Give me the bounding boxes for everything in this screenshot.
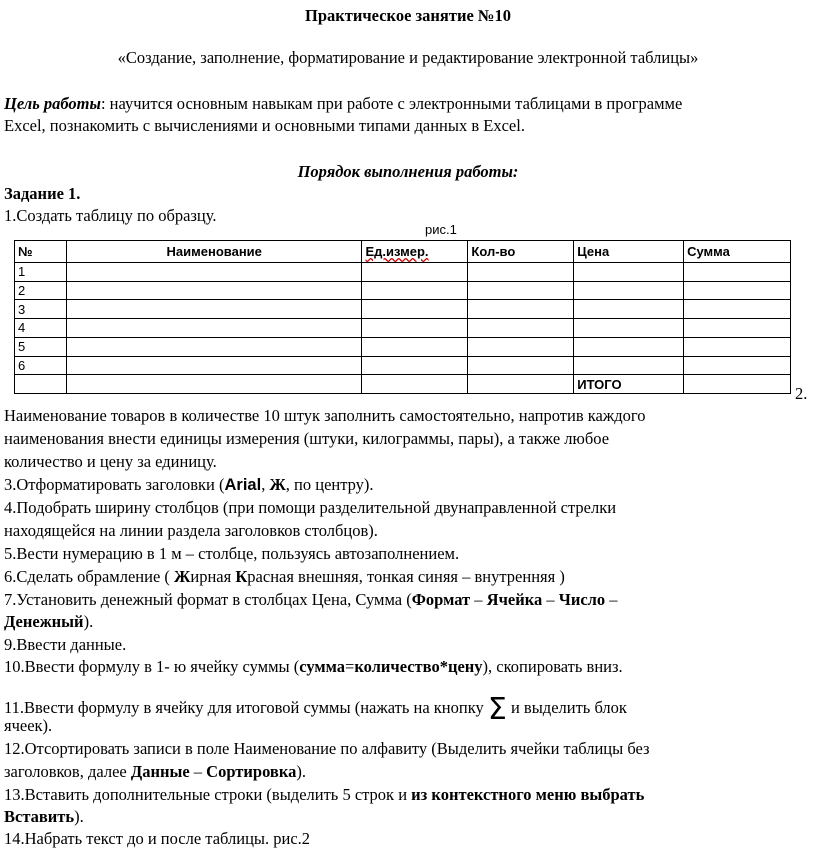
- step-6-bold-1: Ж: [174, 567, 191, 586]
- table-cell: [684, 281, 791, 300]
- sigma-icon: Σ: [487, 692, 507, 727]
- table-cell: [468, 319, 574, 338]
- step-7-dash-1: –: [470, 590, 487, 609]
- step-7-cell: Ячейка: [486, 590, 543, 609]
- header-quantity: Кол-во: [468, 241, 574, 263]
- table-cell: [66, 281, 362, 300]
- table-cell: [362, 375, 468, 394]
- table-cell: [66, 356, 362, 375]
- table-cell: [684, 375, 791, 394]
- header-name: Наименование: [66, 241, 362, 263]
- table-row: [15, 300, 791, 319]
- table-cell: [468, 281, 574, 300]
- row-number: 3: [15, 300, 67, 319]
- header-unit-text: Ед.измер.: [365, 244, 429, 259]
- table-row: [15, 356, 791, 375]
- table-cell: [574, 300, 684, 319]
- step-6: [4, 567, 565, 587]
- table-cell: [684, 300, 791, 319]
- step-12-post: ).: [296, 762, 306, 781]
- step-6-text-2: расная внешняя, тонкая синяя – внутренняя ): [247, 567, 565, 586]
- step-7-line-2: [4, 612, 93, 632]
- table-cell: [574, 337, 684, 356]
- step-10-text: 10.Ввести формулу в 1- ю ячейку суммы (: [4, 657, 300, 676]
- table-row: [15, 281, 791, 300]
- table-cell: [362, 337, 468, 356]
- step-4-line-1: 4.Подобрать ширину столбцов (при помощи разделительной двунаправленной стрелки: [4, 498, 617, 517]
- step-6-text: 6.Сделать обрамление (: [4, 567, 175, 586]
- header-number: №: [15, 241, 67, 263]
- page-title: Практическое занятие №10: [305, 6, 511, 25]
- step-7-text: 7.Установить денежный формат в столбцах Цена, Сумма (: [4, 590, 412, 609]
- step-2-line-1: Наименование товаров в количестве 10 штук заполнить самостоятельно, напротив каждого: [4, 406, 646, 425]
- table-cell: [684, 263, 791, 282]
- header-price: Цена: [574, 241, 684, 263]
- table-cell: [15, 375, 67, 394]
- step-10-eq: =: [345, 657, 355, 676]
- step-12-sort: Сортировка: [206, 762, 297, 781]
- row-number: 4: [15, 319, 67, 338]
- step-7-currency: Денежный: [4, 612, 84, 631]
- step-7-dash-3: –: [605, 590, 618, 609]
- step-10: [4, 657, 623, 677]
- step-7-dash-2: –: [542, 590, 559, 609]
- table-cell: [574, 356, 684, 375]
- table-cell: [66, 319, 362, 338]
- step-12-text: заголовков, далее: [4, 762, 131, 781]
- step-13-text: 13.Вставить дополнительные строки (выделить 5 строк и: [4, 785, 412, 804]
- table-cell: [66, 337, 362, 356]
- step-2-line-3: количество и цену за единицу.: [4, 452, 217, 471]
- row-number: 1: [15, 263, 67, 282]
- step-2-line-2: наименования внести единицы измерения (штуки, килограммы, пары), а также любое: [4, 429, 610, 448]
- table-cell: [362, 263, 468, 282]
- table-cell: [468, 300, 574, 319]
- step-14: 14.Набрать текст до и после таблицы. рис.2: [4, 829, 311, 848]
- step-12-line-2: [4, 762, 306, 782]
- table-cell: [66, 375, 362, 394]
- step-5: 5.Вести нумерацию в 1 м – столбце, пользуясь автозаполнением.: [4, 544, 460, 563]
- step-10-formula: количество*цену: [354, 657, 483, 676]
- step-10-post: ), скопировать вниз.: [482, 657, 623, 676]
- row-number: 5: [15, 337, 67, 356]
- table-cell: [66, 300, 362, 319]
- step-3-text: 3.Отформатировать заголовки (: [4, 475, 225, 494]
- step-6-text-1: ирная: [190, 567, 236, 586]
- step-3-post: , по центру).: [285, 475, 374, 494]
- table-cell: [468, 375, 574, 394]
- table-cell: [66, 263, 362, 282]
- step-10-sum: сумма: [299, 657, 345, 676]
- step-13-insert: Вставить: [4, 807, 75, 826]
- table-cell: [684, 337, 791, 356]
- task-heading: Задание 1.: [4, 184, 81, 203]
- table-cell: [574, 281, 684, 300]
- table-row: [15, 319, 791, 338]
- goal-line-2: Excel, познакомить с вычислениями и основными типами данных в Excel.: [4, 116, 525, 135]
- row-number: 2: [15, 281, 67, 300]
- table-cell: [362, 356, 468, 375]
- step-7-number: Число: [558, 590, 606, 609]
- table-cell: [362, 300, 468, 319]
- table-cell: [362, 281, 468, 300]
- step-3-arial: Arial: [224, 476, 262, 494]
- table-cell: [684, 319, 791, 338]
- table-cell: [684, 356, 791, 375]
- step-3-sep: ,: [261, 475, 270, 494]
- goal-line-1: [4, 94, 682, 114]
- header-unit: [362, 241, 468, 263]
- sample-table: [14, 240, 791, 394]
- step-7-format: Формат: [411, 590, 471, 609]
- figure-label: рис.1: [425, 222, 457, 237]
- table-header-row: [15, 241, 791, 263]
- step-12-dash: –: [189, 762, 207, 781]
- step-4-line-2: находящейся на линии раздела заголовков столбцов).: [4, 521, 378, 540]
- step-1: 1.Создать таблицу по образцу.: [4, 206, 217, 225]
- header-sum: Сумма: [684, 241, 791, 263]
- goal-text-1: : научится основным навыкам при работе с электронными таблицами в программе: [100, 94, 683, 113]
- table-cell: [574, 319, 684, 338]
- table-cell: [468, 337, 574, 356]
- step-12-data: Данные: [130, 762, 190, 781]
- table-cell: [468, 356, 574, 375]
- table-total-row: [15, 375, 791, 394]
- step-13-line-2: [4, 807, 84, 827]
- table-row: [15, 263, 791, 282]
- step-9: 9.Ввести данные.: [4, 635, 127, 654]
- total-label: ИТОГО: [574, 375, 684, 394]
- table-cell: [468, 263, 574, 282]
- step-3-bold: Ж: [269, 475, 286, 494]
- step-13-post: ).: [74, 807, 84, 826]
- table-cell: [574, 263, 684, 282]
- step-11-line-2: ячеек).: [4, 716, 53, 735]
- step-2-number: 2.: [795, 384, 808, 403]
- step-6-bold-2: К: [235, 567, 248, 586]
- table-row: [15, 337, 791, 356]
- step-7-post: ).: [83, 612, 94, 631]
- step-12-line-1: 12.Отсортировать записи в поле Наименование по алфавиту (Выделить ячейки таблицы без: [4, 739, 650, 758]
- step-13-line-1: [4, 785, 644, 805]
- step-13-context-menu: из контекстного меню выбрать: [411, 785, 645, 804]
- step-11-post: и выделить блок: [506, 698, 627, 717]
- step-3: [4, 475, 374, 495]
- step-11-text: 11.Ввести формулу в ячейку для итоговой суммы (нажать на кнопку: [4, 698, 488, 717]
- procedure-heading: Порядок выполнения работы:: [297, 162, 519, 181]
- page-subtitle: «Создание, заполнение, форматирование и редактирование электронной таблицы»: [117, 48, 699, 67]
- row-number: 6: [15, 356, 67, 375]
- table-cell: [362, 319, 468, 338]
- step-7-line-1: [4, 590, 618, 610]
- goal-label: Цель работы: [4, 94, 101, 113]
